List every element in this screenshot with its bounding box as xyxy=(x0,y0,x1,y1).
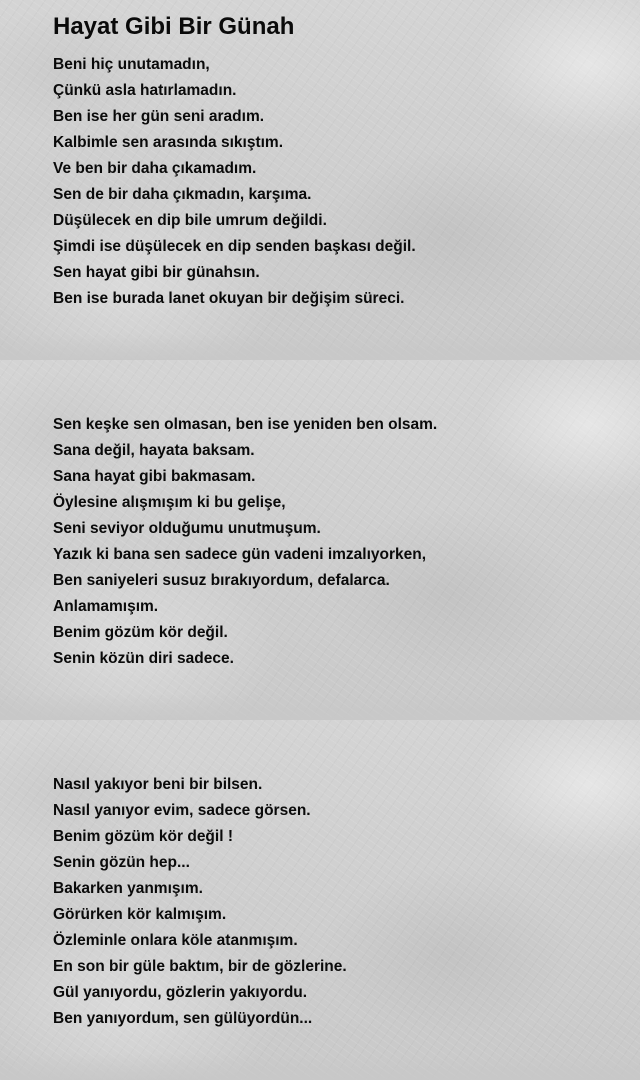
poem-line: Gül yanıyordu, gözlerin yakıyordu. xyxy=(53,984,308,1001)
stanza-3 xyxy=(53,772,347,1032)
poem-line: Sana hayat gibi bakmasam. xyxy=(53,468,256,485)
stanza-2 xyxy=(53,412,437,672)
poem-line: Sen keşke sen olmasan, ben ise yeniden ben olsam. xyxy=(53,416,438,433)
poem-line: Nasıl yanıyor evim, sadece görsen. xyxy=(53,802,311,819)
poem-line: Senin közün diri sadece. xyxy=(53,650,234,667)
poem-line: Sen hayat gibi bir günahsın. xyxy=(53,264,260,281)
poem-line: Ve ben bir daha çıkamadım. xyxy=(53,160,257,177)
poem-line: Ben ise burada lanet okuyan bir değişim süreci. xyxy=(53,290,405,307)
poem-line: Düşülecek en dip bile umrum değildi. xyxy=(53,212,327,229)
poem-line: Öylesine alışmışım ki bu gelişe, xyxy=(53,494,286,511)
poem-panel-3 xyxy=(0,720,640,1080)
poem-line: Bakarken yanmışım. xyxy=(53,880,203,897)
stanza-1 xyxy=(53,52,416,312)
poem-panel-1 xyxy=(0,0,640,360)
poem-line: Benim gözüm kör değil ! xyxy=(53,828,233,845)
poem-line: Beni hiç unutamadın, xyxy=(53,56,210,73)
poem-line: Sana değil, hayata baksam. xyxy=(53,442,255,459)
poem-line: Kalbimle sen arasında sıkıştım. xyxy=(53,134,284,151)
poem-line: Görürken kör kalmışım. xyxy=(53,906,227,923)
poem-panel-2 xyxy=(0,360,640,720)
poem-line: Ben ise her gün seni aradım. xyxy=(53,108,265,125)
poem-line: En son bir güle baktım, bir de gözlerine. xyxy=(53,958,347,975)
poem-line: Nasıl yakıyor beni bir bilsen. xyxy=(53,776,263,793)
poem-line: Senin gözün hep... xyxy=(53,854,190,871)
poem-line: Ben saniyeleri susuz bırakıyordum, defalarca. xyxy=(53,572,390,589)
poem-title: Hayat Gibi Bir Günah xyxy=(53,13,295,40)
poem-line: Sen de bir daha çıkmadın, karşıma. xyxy=(53,186,312,203)
poem-line: Çünkü asla hatırlamadın. xyxy=(53,82,237,99)
poem-line: Şimdi ise düşülecek en dip senden başkası değil. xyxy=(53,238,416,255)
poem-line: Seni seviyor olduğumu unutmuşum. xyxy=(53,520,321,537)
poem-line: Anlamamışım. xyxy=(53,598,159,615)
poem-line: Özleminle onlara köle atanmışım. xyxy=(53,932,298,949)
poem-line: Ben yanıyordum, sen gülüyordün... xyxy=(53,1010,313,1027)
poem-line: Yazık ki bana sen sadece gün vadeni imzalıyorken, xyxy=(53,546,427,563)
poem-line: Benim gözüm kör değil. xyxy=(53,624,228,641)
